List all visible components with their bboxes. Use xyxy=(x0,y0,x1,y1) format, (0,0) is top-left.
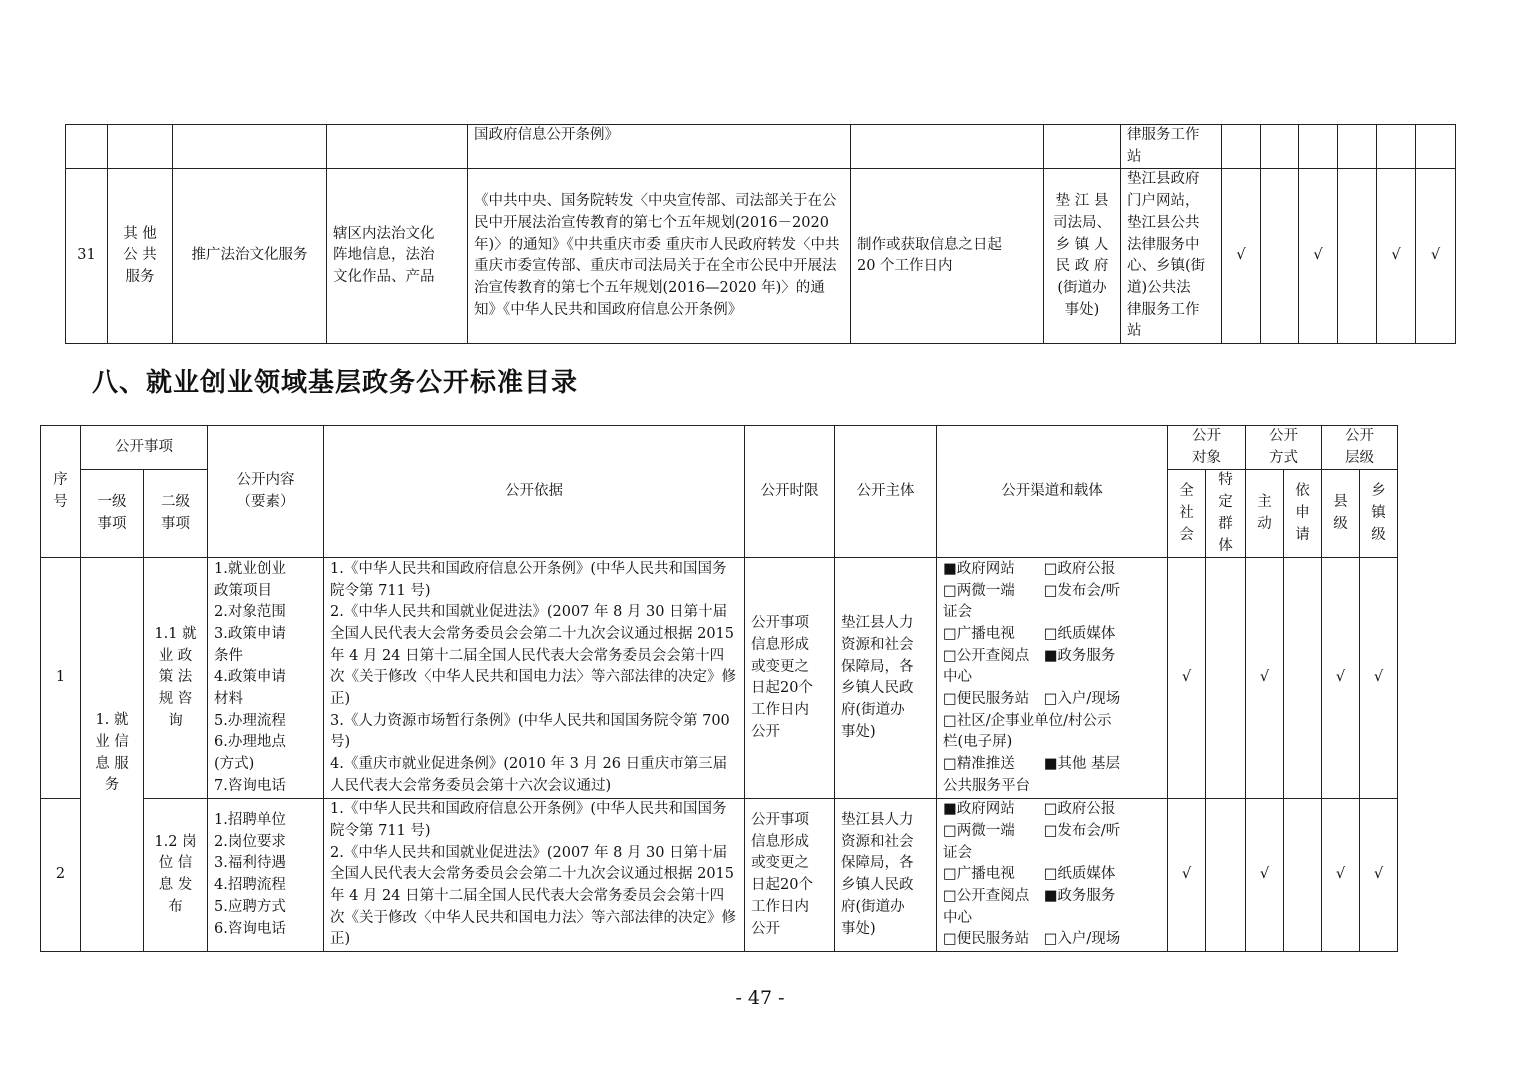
level1-item: 其 他 公 共 服务 xyxy=(108,169,173,344)
header-subject: 公开主体 xyxy=(835,426,937,558)
check-mark xyxy=(1206,799,1246,952)
check-mark: √ xyxy=(1246,799,1284,952)
header-town: 乡 镇 级 xyxy=(1360,470,1398,558)
header-basis: 公开依据 xyxy=(324,426,745,558)
check-mark: √ xyxy=(1322,799,1360,952)
row-number: 31 xyxy=(66,169,108,344)
table-row xyxy=(66,169,1456,344)
check-mark xyxy=(1338,169,1377,344)
subject-cell: 垫江县人力 资源和社会 保障局，各 乡镇人民政 府(街道办 事处) xyxy=(835,558,937,799)
time-limit-cell: 公开事项 信息形成 或变更之 日起20个 工作日内 公开 xyxy=(745,799,835,952)
check-mark: √ xyxy=(1322,558,1360,799)
header-apply: 依 申 请 xyxy=(1284,470,1322,558)
row-number: 2 xyxy=(41,799,81,952)
table-row xyxy=(41,558,1398,799)
header-channel: 公开渠道和载体 xyxy=(937,426,1168,558)
check-mark: √ xyxy=(1360,558,1398,799)
channel-cell: 律服务工作 站 xyxy=(1121,125,1222,169)
employment-catalog-table xyxy=(40,425,1398,952)
previous-section-table xyxy=(65,124,1456,344)
header-method: 公开 方式 xyxy=(1246,426,1322,470)
header-level1: 一级 事项 xyxy=(81,470,144,558)
level1-item: 1. 就 业 信 息 服 务 xyxy=(81,558,144,952)
time-limit-cell: 制作或获取信息之日起 20 个工作日内 xyxy=(851,169,1044,344)
level2-item: 1.1 就 业 政 策 法 规 咨 询 xyxy=(144,558,208,799)
check-mark: √ xyxy=(1360,799,1398,952)
check-mark xyxy=(1206,558,1246,799)
content-cell: 1.就业创业 政策项目 2.对象范围 3.政策申请 条件 4.政策申请 材料 5.办理流程 6.办理地点 (方式) 7.咨询电话 xyxy=(208,558,324,799)
basis-cell: 1.《中华人民共和国政府信息公开条例》(中华人民共和国国务院令第 711 号) 2.《中华人民共和国就业促进法》(2007 年 8 月 30 日第十届全国人民代表大会常务委员会会第二十九次会议通过根据 2015 年 4 月 24 日第十二届全国人民代表大会常务委员会会第十四次《关于修改〈中华人民共和国电力法〉等六部法律的决定》修正) 3.《人力资源市场暂行条例》(中华人民共和国国务院令第 700 号) 4.《重庆市就业促进条例》(2010 年 3 月 26 日重庆市第三届人民代表大会常务委员会第十六次会议通过) xyxy=(324,558,745,799)
level2-item: 推广法治文化服务 xyxy=(173,169,327,344)
check-mark: √ xyxy=(1222,169,1261,344)
subject-cell: 垫江县人力 资源和社会 保障局，各 乡镇人民政 府(街道办 事处) xyxy=(835,799,937,952)
check-mark: √ xyxy=(1416,169,1456,344)
page-number: - 47 - xyxy=(735,987,785,1009)
header-limit: 公开时限 xyxy=(745,426,835,558)
basis-cell: 1.《中华人民共和国政府信息公开条例》(中华人民共和国国务院令第 711 号) 2.《中华人民共和国就业促进法》(2007 年 8 月 30 日第十届全国人民代表大会常务委员会会第二十九次会议通过根据 2015 年 4 月 24 日第十二届全国人民代表大会常务委员会会第十四次《关于修改〈中华人民共和国电力法〉等六部法律的决定》修正) xyxy=(324,799,745,952)
basis-cell: 国政府信息公开条例》 xyxy=(468,125,851,169)
check-mark: √ xyxy=(1299,169,1338,344)
subject-cell: 垫 江 县 司法局、 乡 镇 人 民 政 府 (街道办 事处) xyxy=(1044,169,1121,344)
channel-cell: 垫江县政府 门户网站， 垫江县公共 法律服务中 心、乡镇(街 道)公共法 律服务工作 站 xyxy=(1121,169,1222,344)
header-level: 公开 层级 xyxy=(1322,426,1398,470)
level2-item: 1.2 岗 位 信 息 发 布 xyxy=(144,799,208,952)
row-number: 1 xyxy=(41,558,81,799)
header-target: 公开 对象 xyxy=(1168,426,1246,470)
channel-cell: ■政府网站 □政府公报 □两微一端 □发布会/听 证会 □广播电视 □纸质媒体 □公开查阅点 ■政务服务 中心 □便民服务站 □入户/现场 xyxy=(937,799,1168,952)
header-level2: 二级 事项 xyxy=(144,470,208,558)
channel-cell: ■政府网站 □政府公报 □两微一端 □发布会/听 证会 □广播电视 □纸质媒体 □公开查阅点 ■政务服务 中心 □便民服务站 □入户/现场 □社区/企事业单位/村公示 栏(电子屏) □精准推送 ■其他 基层 公共服务平台 xyxy=(937,558,1168,799)
header-item: 公开事项 xyxy=(81,426,208,470)
table-row xyxy=(41,799,1398,952)
section-title: 八、就业创业领域基层政务公开标准目录 xyxy=(92,368,579,398)
header-all: 全 社 会 xyxy=(1168,470,1206,558)
check-mark xyxy=(1284,799,1322,952)
check-mark: √ xyxy=(1246,558,1284,799)
content-cell: 辖区内法治文化 阵地信息，法治 文化作品、产品 xyxy=(327,169,468,344)
content-cell: 1.招聘单位 2.岗位要求 3.福利待遇 4.招聘流程 5.应聘方式 6.咨询电话 xyxy=(208,799,324,952)
header-specific: 特 定 群 体 xyxy=(1206,470,1246,558)
check-mark: √ xyxy=(1168,799,1206,952)
basis-cell: 《中共中央、国务院转发〈中央宣传部、司法部关于在公民中开展法治宣传教育的第七个五年规划(2016－2020 年)〉的通知》《中共重庆市委 重庆市人民政府转发〈中共重庆市委宣传部、重庆市司法局关于在全市公民中开展法治宣传教育的第七个五年规划(2016—2020 年)〉的通知》《中华人民共和国政府信息公开条例》 xyxy=(468,169,851,344)
check-mark xyxy=(1261,169,1299,344)
header-active: 主 动 xyxy=(1246,470,1284,558)
header-content: 公开内容 （要素） xyxy=(208,426,324,558)
check-mark: √ xyxy=(1377,169,1416,344)
header-row xyxy=(41,426,1398,470)
header-no: 序 号 xyxy=(41,426,81,558)
check-mark: √ xyxy=(1168,558,1206,799)
check-mark xyxy=(1284,558,1322,799)
header-county: 县 级 xyxy=(1322,470,1360,558)
table-row xyxy=(66,125,1456,169)
time-limit-cell: 公开事项 信息形成 或变更之 日起20个 工作日内 公开 xyxy=(745,558,835,799)
